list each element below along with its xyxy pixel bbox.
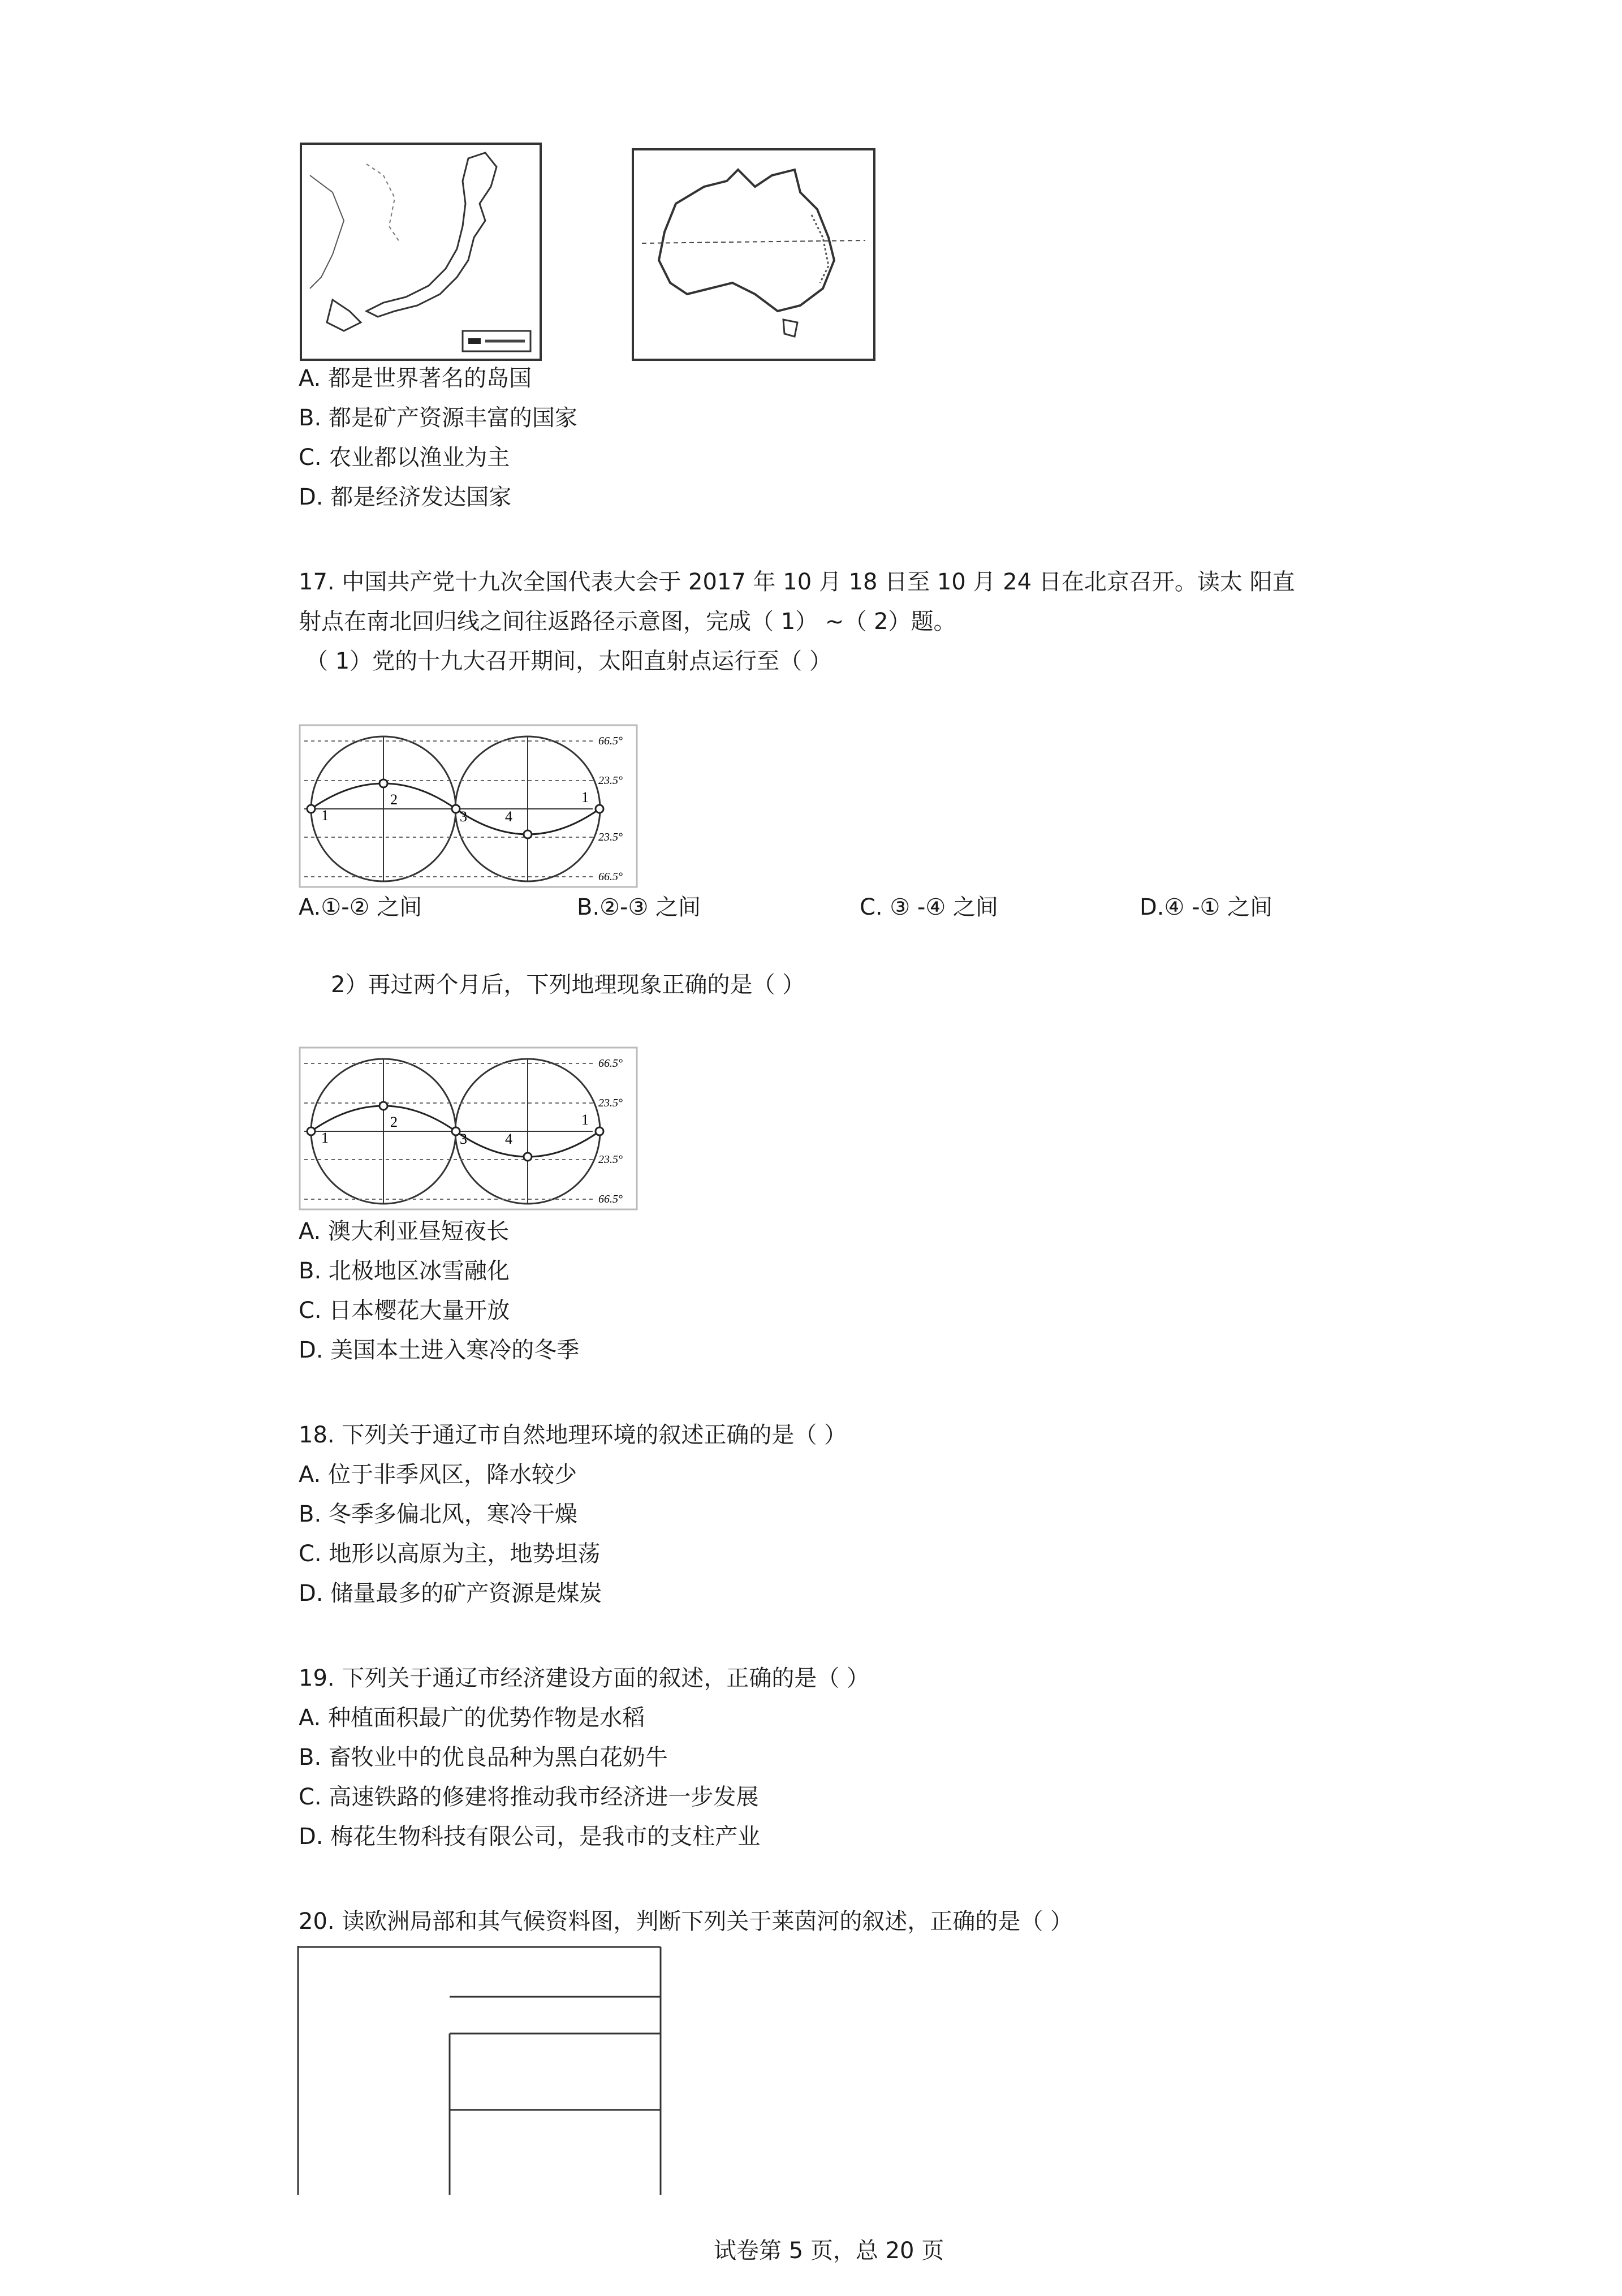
diagram1-label-2: 2 (390, 791, 398, 808)
q19-option-c: C. 高速铁路的修建将推动我市经济进一步发展 (299, 1784, 759, 1810)
q16-option-c: C. 农业都以渔业为主 (299, 445, 510, 471)
q19-option-b: B. 畜牧业中的优良品种为黑白花奶牛 (299, 1744, 668, 1771)
q19-option-a: A. 种植面积最广的优势作物是水稻 (299, 1705, 645, 1731)
q18-option-b: B. 冬季多偏北风，寒冷干燥 (299, 1501, 577, 1527)
q16-option-a: A. 都是世界著名的岛国 (299, 365, 532, 391)
diagram2-lat-s23: 23.5° (598, 1153, 623, 1166)
q18-option-c: C. 地形以高原为主，地势坦荡 (299, 1541, 601, 1567)
q17-stem-line2: 射点在南北回归线之间往返路径示意图，完成（ 1） ~（ 2）题。 (299, 609, 956, 635)
diagram1-label-1a: 1 (321, 807, 329, 824)
diagram2-label-1a: 1 (321, 1130, 329, 1146)
q17-sub2-option-a: A. 澳大利亚昼短夜长 (299, 1218, 510, 1244)
q18-option-d: D. 储量最多的矿产资源是煤炭 (299, 1580, 602, 1606)
q17-sub2-option-d: D. 美国本土进入寒冷的冬季 (299, 1337, 580, 1363)
diagram1-lat-n23: 23.5° (598, 774, 623, 787)
europe-climate-figure (297, 1946, 662, 2195)
q17-sub1-question: （ 1）党的十九大召开期间，太阳直射点运行至（ ） (305, 648, 832, 674)
q17-sub2-option-b: B. 北极地区冰雪融化 (299, 1258, 510, 1284)
diagram2-label-1b: 1 (581, 1112, 589, 1128)
diagram2-lat-n66: 66.5° (598, 1057, 623, 1070)
diagram2-label-3: 3 (460, 1131, 467, 1147)
page-footer: 试卷第 5 页，总 20 页 (714, 2238, 944, 2264)
q18-option-a: A. 位于非季风区，降水较少 (299, 1462, 577, 1488)
diagram1-lat-s66: 66.5° (598, 871, 623, 883)
q16-option-d: D. 都是经济发达国家 (299, 484, 512, 510)
diagram1-label-3: 3 (460, 808, 467, 825)
q17-sub1-option-c: C. ③ -④ 之间 (860, 894, 998, 920)
diagram2-label-4: 4 (505, 1131, 512, 1147)
q16-option-b: B. 都是矿产资源丰富的国家 (299, 405, 577, 431)
q19-stem: 19. 下列关于通辽市经济建设方面的叙述，正确的是（ ） (299, 1665, 870, 1691)
diagram2-lat-s66: 66.5° (598, 1193, 623, 1205)
q17-sub2-question: 2）再过两个月后，下列地理现象正确的是（ ） (331, 972, 805, 998)
q17-sub1-option-b: B.②-③ 之间 (577, 894, 701, 920)
q19-option-d: D. 梅花生物科技有限公司，是我市的支柱产业 (299, 1824, 761, 1850)
diagram1-lat-s23: 23.5° (598, 831, 623, 843)
japan-map-figure (299, 141, 543, 362)
diagram1-label-4: 4 (505, 808, 512, 825)
q18-stem: 18. 下列关于通辽市自然地理环境的叙述正确的是（ ） (299, 1422, 847, 1448)
diagram2-lat-n23: 23.5° (598, 1097, 623, 1109)
q17-stem-line1: 17. 中国共产党十九次全国代表大会于 2017 年 10 月 18 日至 10 月 24 日在北京召开。读太 阳直 (299, 569, 1295, 595)
diagram2-label-2: 2 (390, 1114, 398, 1130)
q17-sub1-option-d: D.④ -① 之间 (1140, 894, 1273, 920)
q20-stem: 20. 读欧洲局部和其气候资料图，判断下列关于莱茵河的叙述，正确的是（ ） (299, 1909, 1073, 1935)
q17-sub2-option-c: C. 日本樱花大量开放 (299, 1298, 510, 1324)
diagram1-label-1b: 1 (581, 789, 589, 805)
q17-sub1-option-a: A.①-② 之间 (299, 894, 422, 920)
solar-path-diagram-2 (299, 1046, 645, 1211)
solar-path-diagram-1 (299, 724, 645, 888)
australia-map-figure (631, 147, 877, 362)
diagram1-lat-n66: 66.5° (598, 735, 623, 747)
